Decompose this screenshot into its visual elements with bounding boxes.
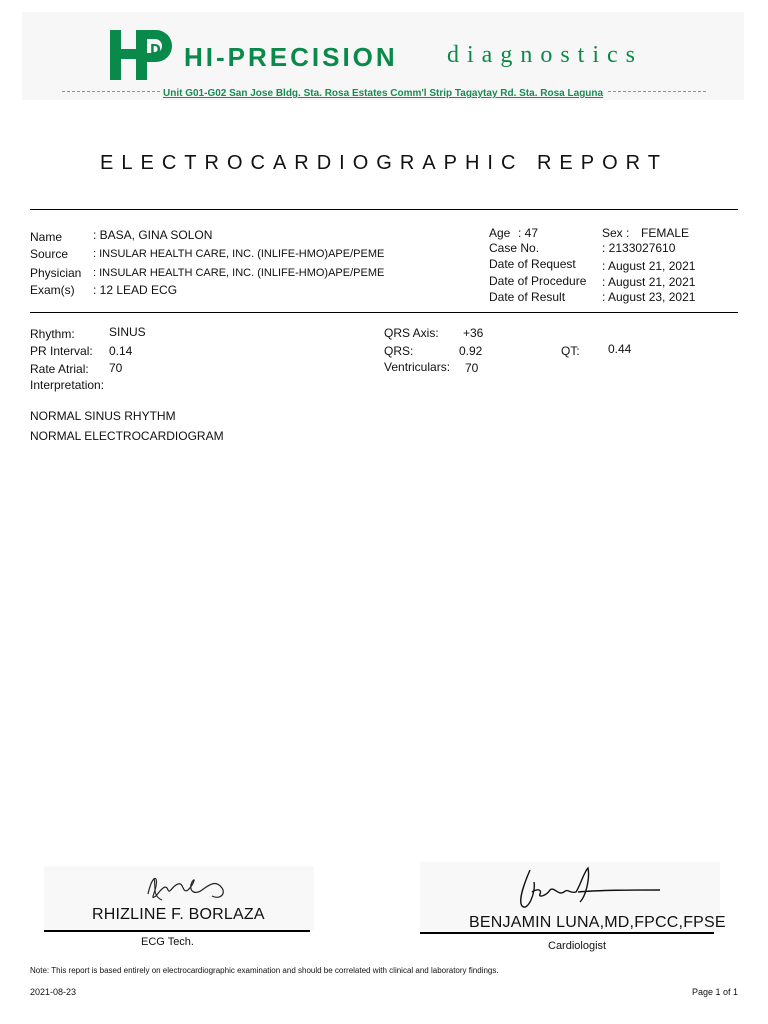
footer-date: 2021-08-23 — [30, 987, 77, 997]
address-divider-right — [608, 91, 706, 92]
pr-interval-value: 0.14 — [109, 344, 133, 358]
ventriculars-value: 70 — [465, 361, 479, 375]
source-value: : INSULAR HEALTH CARE, INC. (INLIFE-HMO)APE/PEME — [93, 248, 385, 260]
age-label: Age — [489, 226, 511, 240]
name-label: Name — [30, 230, 63, 244]
qrs-axis-label: QRS Axis: — [384, 326, 439, 340]
qrs-axis-value: +36 — [463, 326, 484, 340]
request-date-label: Date of Request — [489, 257, 576, 271]
exam-value: : 12 LEAD ECG — [93, 283, 178, 297]
sex-value: FEMALE — [641, 226, 690, 240]
report-title: ELECTROCARDIOGRAPHIC REPORT — [100, 152, 668, 174]
interpretation-label: Interpretation: — [30, 378, 105, 392]
clinic-address: Unit G01-G02 San Jose Bldg. Sta. Rosa Estates Comm'l Strip Tagaytay Rd. Sta. Rosa Laguna — [163, 88, 604, 99]
case-label: Case No. — [489, 241, 540, 255]
doctor-role: Cardiologist — [548, 940, 607, 952]
tech-role: ECG Tech. — [141, 936, 194, 948]
doctor-signature-line — [420, 932, 714, 934]
hp-diagnostics-logo-icon — [110, 30, 172, 80]
interpretation-line-1: NORMAL SINUS RHYTHM — [30, 409, 176, 423]
divider — [30, 209, 738, 210]
case-value: : 2133027610 — [602, 241, 676, 255]
rate-atrial-value: 70 — [109, 361, 123, 375]
divider — [30, 312, 738, 313]
report-note: Note: This report is based entirely on electrocardiographic examination and should be correlated with clinical and laboratory findings. — [30, 966, 499, 975]
rate-atrial-label: Rate Atrial: — [30, 362, 89, 376]
interpretation-line-2: NORMAL ELECTROCARDIOGRAM — [30, 429, 224, 443]
rhythm-label: Rhythm: — [30, 327, 75, 341]
brand-name: HI-PRECISION — [184, 42, 398, 72]
brand-subtitle: diagnostics — [447, 42, 643, 68]
source-label: Source — [30, 247, 69, 261]
ventriculars-label: Ventriculars: — [384, 360, 451, 374]
request-date-value: : August 21, 2021 — [602, 259, 696, 273]
procedure-date-value: : August 21, 2021 — [602, 275, 696, 289]
physician-label: Physician — [30, 266, 82, 280]
address-divider-left — [62, 91, 160, 92]
name-value: : BASA, GINA SOLON — [93, 228, 213, 242]
qrs-label: QRS: — [384, 344, 414, 358]
pr-interval-label: PR Interval: — [30, 344, 93, 358]
qt-label: QT: — [561, 344, 580, 358]
exam-label: Exam(s) — [30, 283, 75, 297]
physician-value: : INSULAR HEALTH CARE, INC. (INLIFE-HMO)APE/PEME — [93, 267, 385, 279]
page-number: Page 1 of 1 — [692, 987, 739, 997]
qt-value: 0.44 — [608, 342, 632, 356]
rhythm-value: SINUS — [109, 325, 146, 339]
age-value: : 47 — [518, 226, 539, 240]
sex-label: Sex : — [602, 226, 630, 240]
doctor-name: BENJAMIN LUNA,MD,FPCC,FPSE — [469, 914, 726, 931]
procedure-date-label: Date of Procedure — [489, 274, 587, 288]
tech-name: RHIZLINE F. BORLAZA — [92, 906, 265, 923]
qrs-value: 0.92 — [459, 344, 483, 358]
result-date-label: Date of Result — [489, 290, 566, 304]
tech-signature-line — [44, 930, 310, 932]
result-date-value: : August 23, 2021 — [602, 290, 696, 304]
svg-text:D: D — [150, 43, 161, 58]
